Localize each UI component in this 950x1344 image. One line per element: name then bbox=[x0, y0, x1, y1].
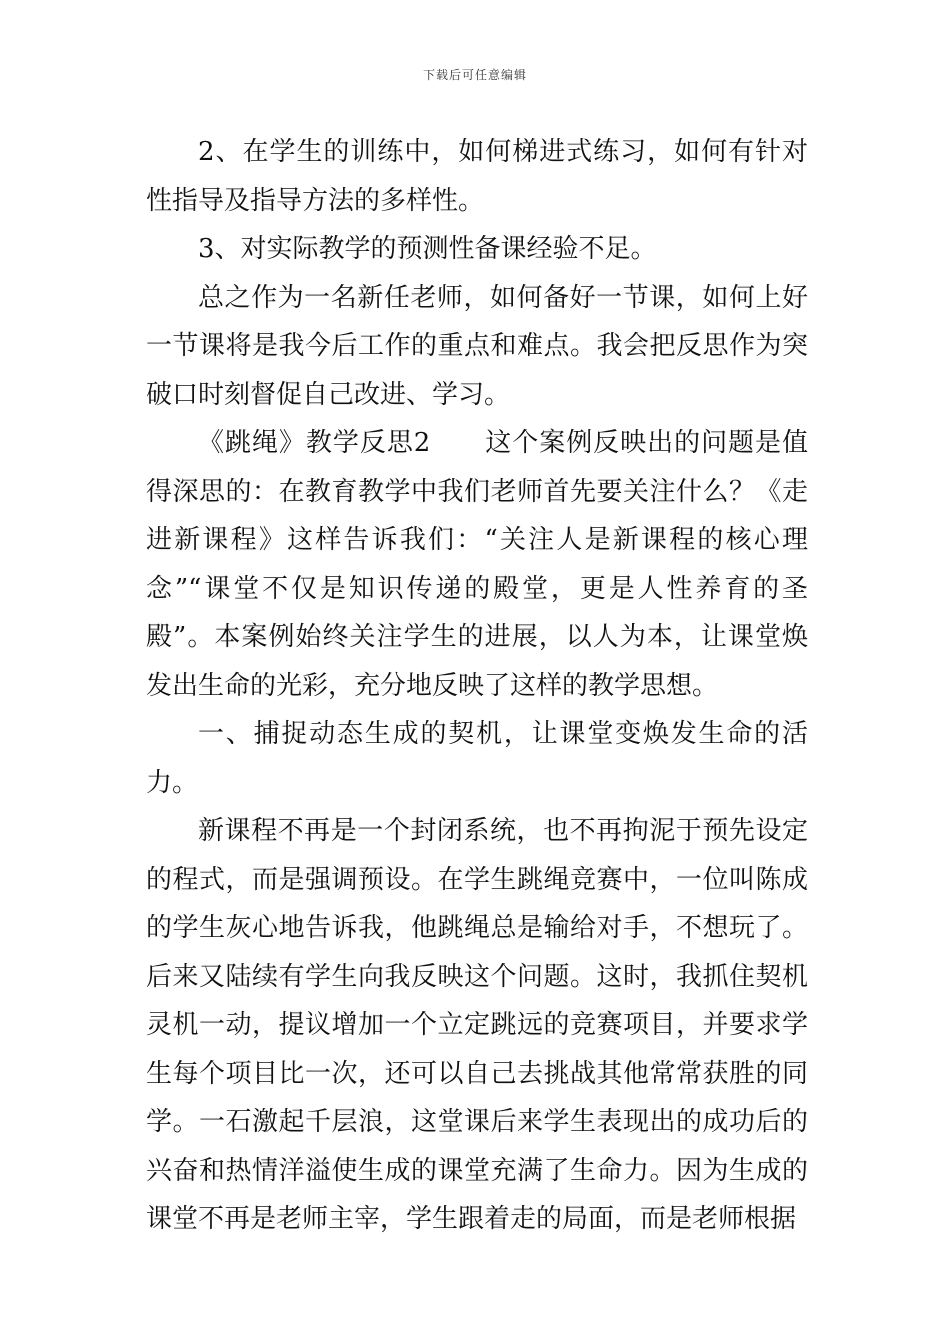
paragraph-point-3: 3、对实际教学的预测性备课经验不足。 bbox=[198, 234, 657, 264]
page-header-note: 下载后可任意编辑 bbox=[422, 68, 527, 82]
paragraph-point-2: 2、在学生的训练中，如何梯进式练习，如何有针对性指导及指导方法的多样性。 bbox=[146, 137, 808, 216]
paragraph-new-curriculum: 新课程不再是一个封闭系统，也不再拘泥于预先设定的程式，而是强调预设。在学生跳绳竞赛中，一位叫陈成的学生灰心地告诉我，他跳绳总是输给对手，不想玩了。后来又陆续有学生向我反映这个问题。这时，我抓住契机灵机一动，提议增加一个立定跳远的竞赛项目，并要求学生每个项目比一次，还可以自己去挑战其他常常获胜的同学。一石激起千层浪，这堂课后来学生表现出的成功后的兴奋和热情洋溢使生成的课堂充满了生命力。因为生成的课堂不再是老师主宰，学生跟着走的局面，而是老师根据 bbox=[146, 816, 808, 1234]
document-body bbox=[146, 128, 808, 1244]
paragraph-section-heading-1: 一、捕捉动态生成的契机，让课堂变焕发生命的活力。 bbox=[146, 719, 808, 798]
paragraph-reflection-2-intro: 《跳绳》教学反思2 这个案例反映出的问题是值得深思的：在教育教学中我们老师首先要关注什么？《走进新课程》这样告诉我们：“关注人是新课程的核心理念”“课堂不仅是知识传递的殿堂，更是人性养育的圣殿”。本案例始终关注学生的进展，以人为本，让课堂焕发出生命的光彩，充分地反映了这样的教学思想。 bbox=[146, 428, 808, 701]
paragraph-summary: 总之作为一名新任老师，如何备好一节课，如何上好一节课将是我今后工作的重点和难点。我会把反思作为突破口时刻督促自己改进、学习。 bbox=[146, 282, 808, 410]
